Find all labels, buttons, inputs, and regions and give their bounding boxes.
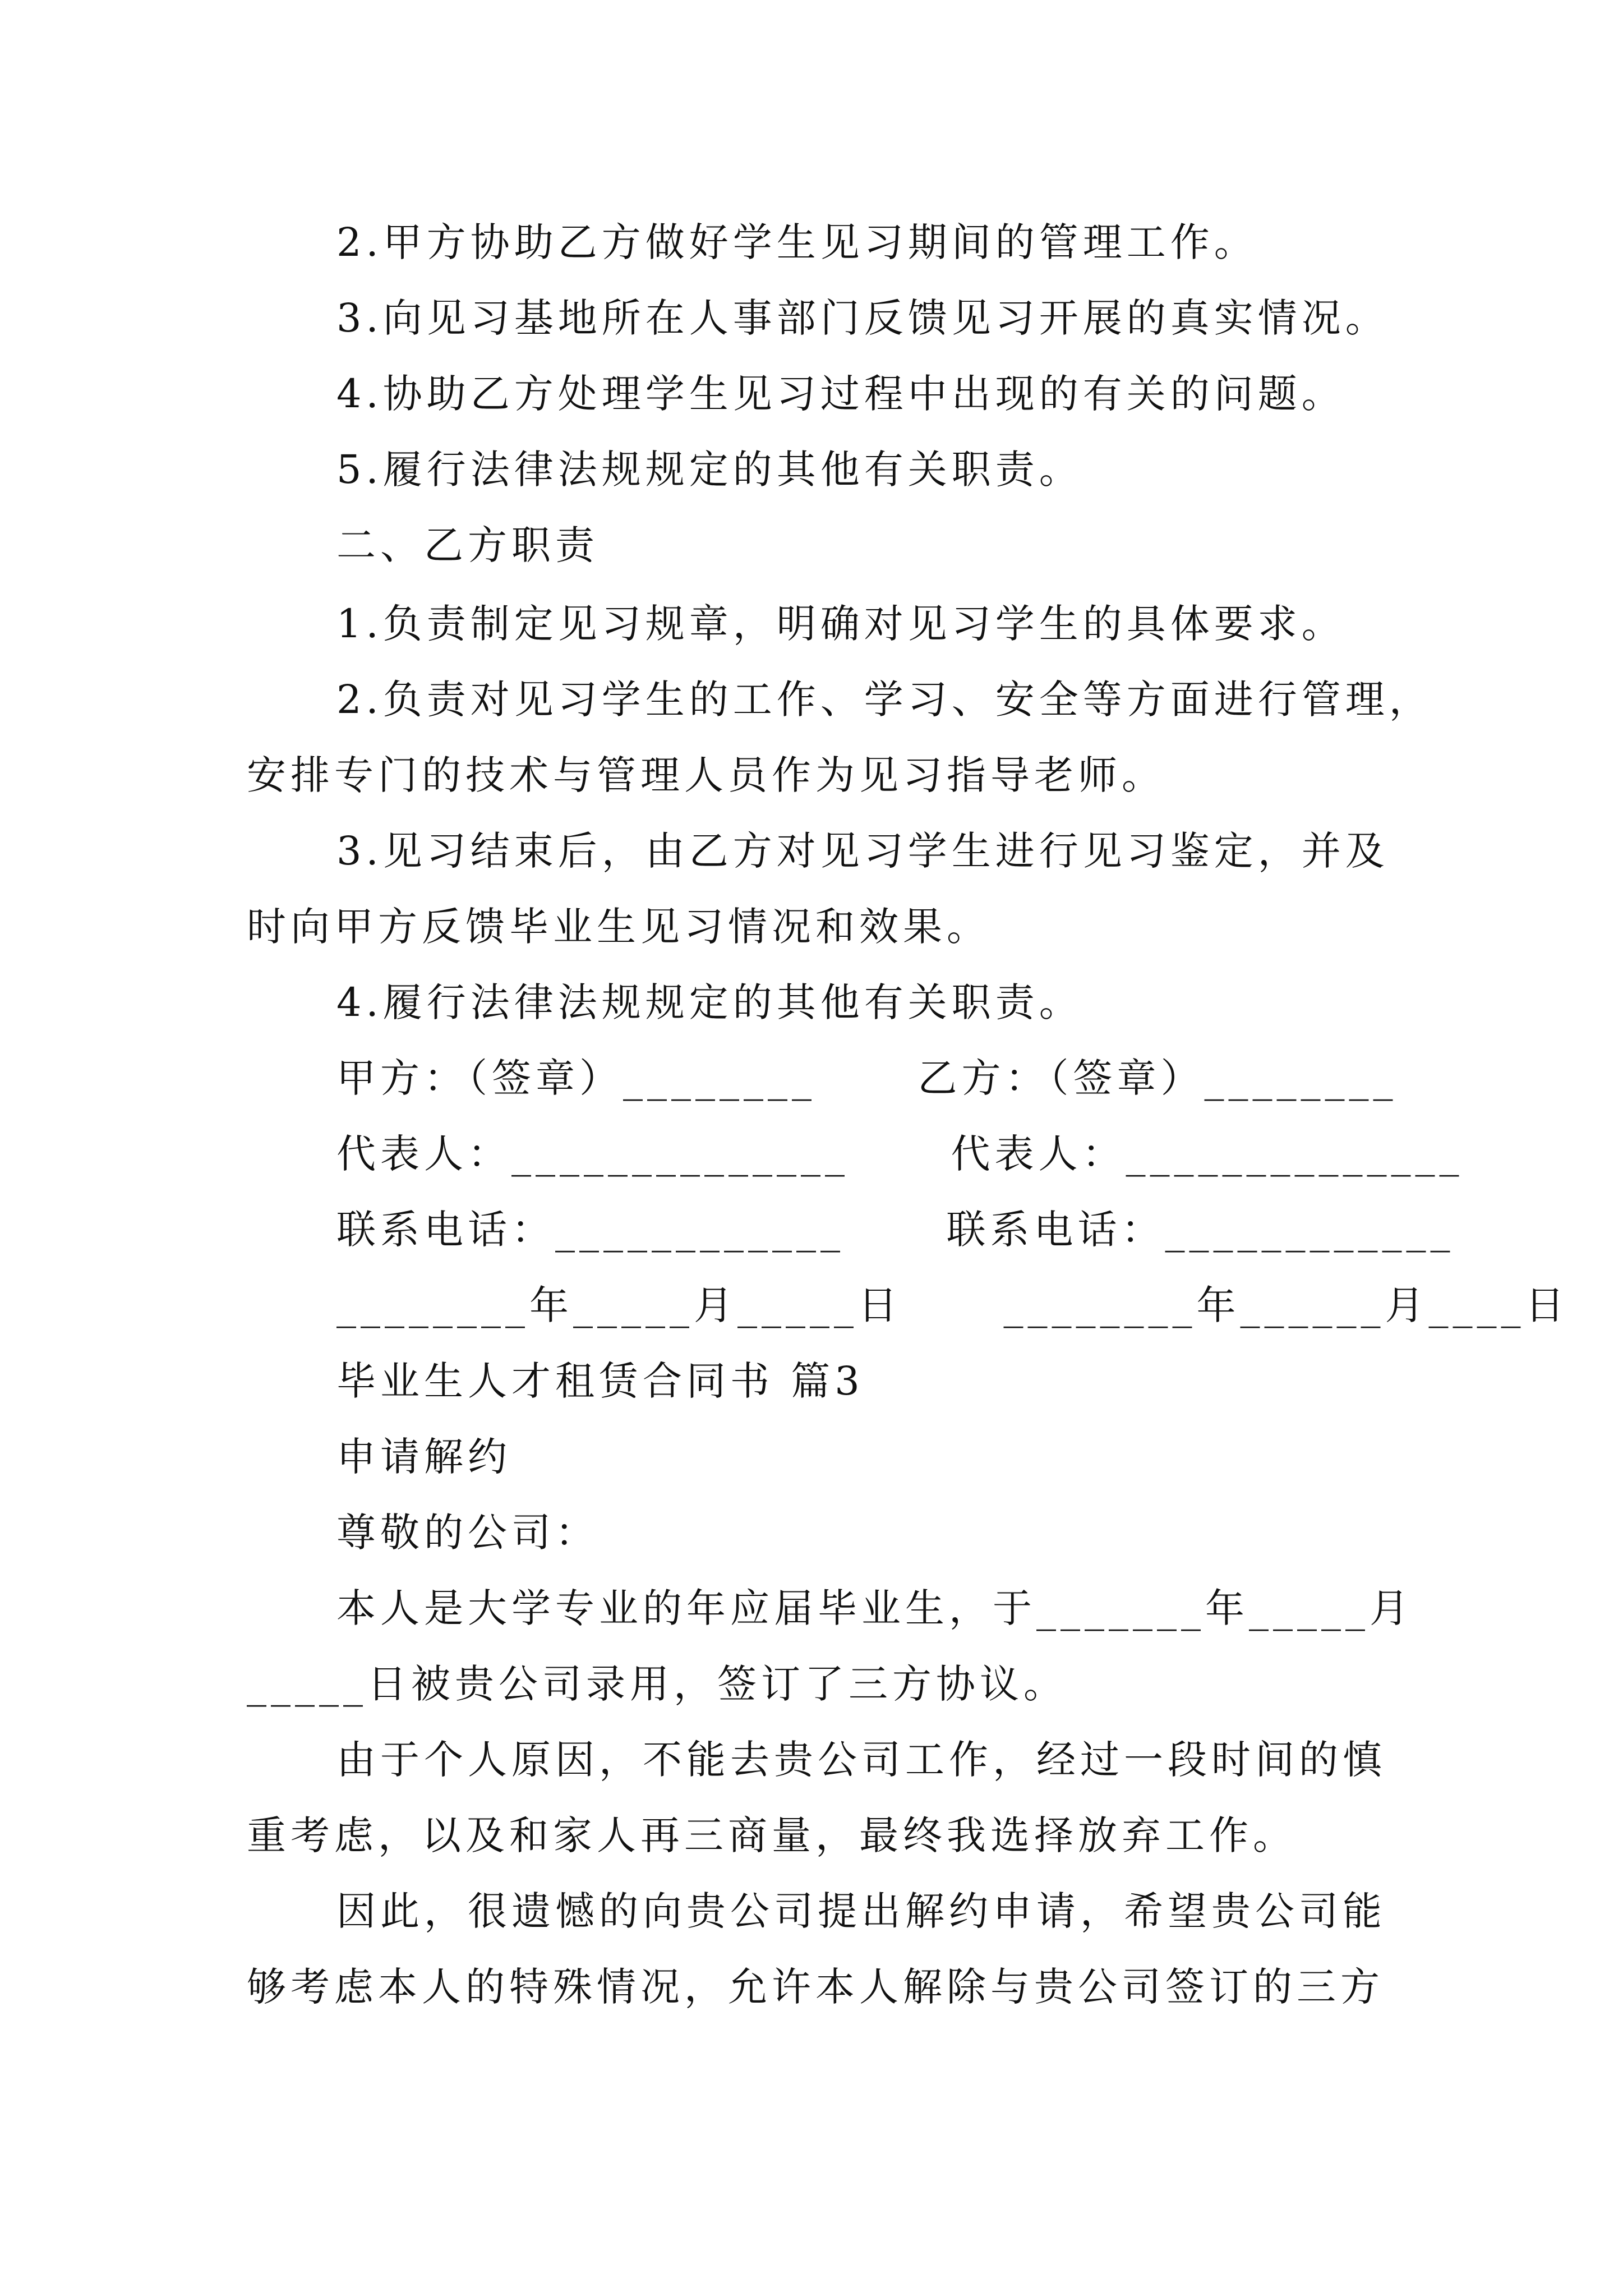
text-line: 由于个人原因，不能去贵公司工作，经过一段时间的慎	[336, 1737, 1386, 1783]
date-line: ________年_____月_____日 ________年______月____日	[336, 1282, 1569, 1328]
text-line: 够考虑本人的特殊情况，允许本人解除与贵公司签订的三方	[247, 1964, 1384, 2010]
phone-line: 联系电话：____________ 联系电话：____________	[336, 1207, 1455, 1253]
representative-line: 代表人：______________ 代表人：______________	[336, 1131, 1464, 1177]
section-title: 毕业生人才租赁合同书 篇3	[336, 1358, 864, 1404]
text-line: 3.向见习基地所在人事部门反馈见习开展的真实情况。	[336, 295, 1389, 341]
text-line: _____日被贵公司录用，签订了三方协议。	[247, 1661, 1067, 1707]
text-line: 5.履行法律法规规定的其他有关职责。	[336, 447, 1083, 493]
text-line: 2.甲方协助乙方做好学生见习期间的管理工作。	[336, 219, 1258, 265]
section-heading: 二、乙方职责	[336, 522, 599, 568]
text-line: 因此，很遗憾的向贵公司提出解约申请，希望贵公司能	[336, 1888, 1386, 1934]
signature-line: 甲方：（签章）________ 乙方：（签章）________	[336, 1055, 1398, 1101]
letter-title: 申请解约	[336, 1434, 511, 1480]
text-line: 3.见习结束后，由乙方对见习学生进行见习鉴定，并及	[336, 828, 1389, 874]
text-line: 1.负责制定见习规章，明确对见习学生的具体要求。	[336, 601, 1345, 647]
text-line: 4.履行法律法规规定的其他有关职责。	[336, 979, 1083, 1025]
text-line: 重考虑，以及和家人再三商量，最终我选择放弃工作。	[247, 1812, 1297, 1858]
text-line: 本人是大学专业的年应届毕业生，于_______年_____月	[336, 1585, 1413, 1631]
text-line: 4.协助乙方处理学生见习过程中出现的有关的问题。	[336, 371, 1345, 417]
text-line: 2.负责对见习学生的工作、学习、安全等方面进行管理，	[336, 677, 1433, 723]
text-line: 时向甲方反馈毕业生见习情况和效果。	[247, 904, 990, 950]
text-line: 安排专门的技术与管理人员作为见习指导老师。	[247, 752, 1165, 798]
salutation: 尊敬的公司：	[336, 1510, 599, 1556]
